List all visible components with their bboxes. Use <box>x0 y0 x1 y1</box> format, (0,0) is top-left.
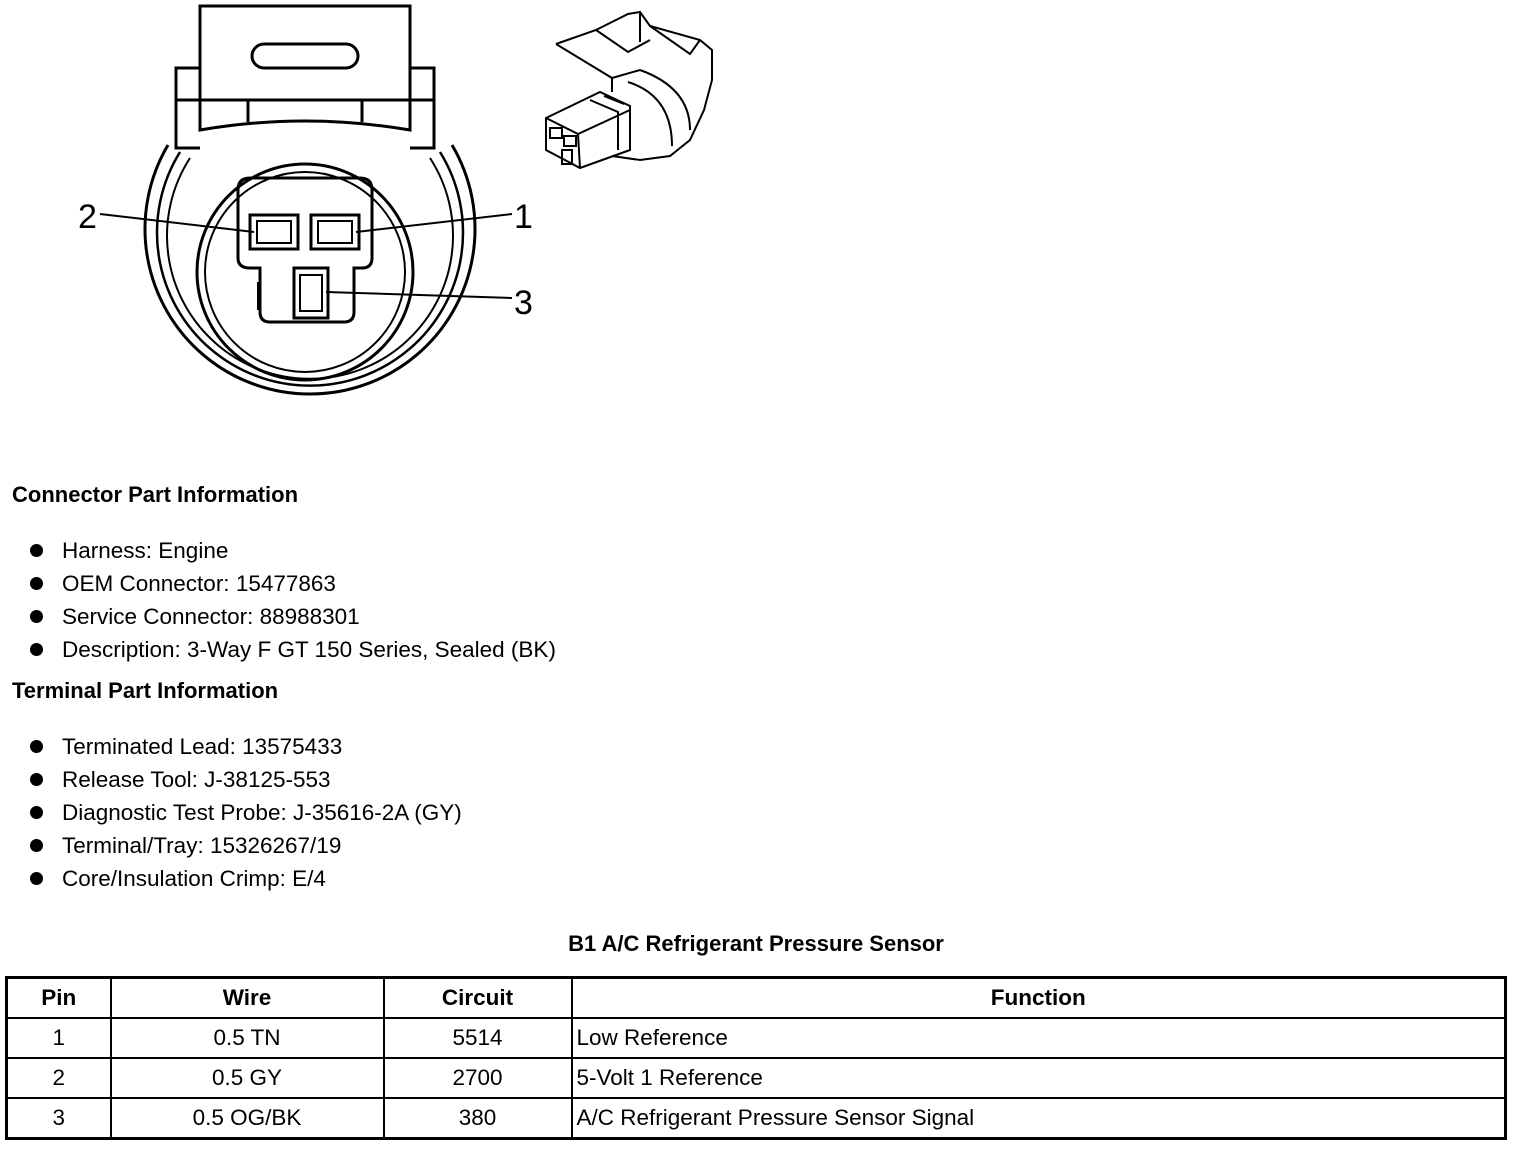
terminal-part-info-heading: Terminal Part Information <box>12 678 279 703</box>
bullet-icon <box>30 643 43 656</box>
table-row <box>7 1058 1506 1098</box>
cell-circuit: 5514 <box>384 1018 572 1058</box>
connector-isometric-view <box>546 12 712 168</box>
bullet-icon <box>30 544 43 557</box>
list-item: Terminal/Tray: 15326267/19 <box>28 829 462 862</box>
list-item: Service Connector: 88988301 <box>28 600 556 633</box>
table-row <box>7 1098 1506 1139</box>
cell-pin: 3 <box>7 1098 111 1139</box>
cell-circuit: 380 <box>384 1098 572 1139</box>
cell-pin: 1 <box>7 1018 111 1058</box>
connector-face-view <box>100 6 512 394</box>
cell-wire: 0.5 GY <box>111 1058 384 1098</box>
connector-part-info-list <box>28 534 556 666</box>
table-title: B1 A/C Refrigerant Pressure Sensor <box>568 931 944 956</box>
list-item: Diagnostic Test Probe: J-35616-2A (GY) <box>28 796 462 829</box>
list-item: Release Tool: J-38125-553 <box>28 763 462 796</box>
bullet-icon <box>30 872 43 885</box>
list-item: Description: 3-Way F GT 150 Series, Sealed (BK) <box>28 633 556 666</box>
cell-function: A/C Refrigerant Pressure Sensor Signal <box>572 1098 1506 1139</box>
cell-pin: 2 <box>7 1058 111 1098</box>
bullet-icon <box>30 839 43 852</box>
list-item: Harness: Engine <box>28 534 556 567</box>
column-header-wire: Wire <box>111 978 384 1019</box>
pin-label-1: 1 <box>514 198 533 236</box>
pin-label-3: 3 <box>514 284 533 322</box>
bullet-icon <box>30 577 43 590</box>
bullet-icon <box>30 610 43 623</box>
cell-circuit: 2700 <box>384 1058 572 1098</box>
column-header-pin: Pin <box>7 978 111 1019</box>
column-header-circuit: Circuit <box>384 978 572 1019</box>
cell-function: Low Reference <box>572 1018 1506 1058</box>
connector-diagram <box>0 0 760 430</box>
bullet-icon <box>30 806 43 819</box>
cell-wire: 0.5 OG/BK <box>111 1098 384 1139</box>
connector-part-info-heading: Connector Part Information <box>12 482 299 507</box>
terminal-part-info-list <box>28 730 462 895</box>
table-header-row <box>7 978 1506 1019</box>
column-header-function: Function <box>572 978 1506 1019</box>
pin-label-2: 2 <box>78 198 97 236</box>
bullet-icon <box>30 740 43 753</box>
table-row <box>7 1018 1506 1058</box>
list-item: Core/Insulation Crimp: E/4 <box>28 862 462 895</box>
cell-wire: 0.5 TN <box>111 1018 384 1058</box>
cell-function: 5-Volt 1 Reference <box>572 1058 1506 1098</box>
list-item: OEM Connector: 15477863 <box>28 567 556 600</box>
bullet-icon <box>30 773 43 786</box>
pin-table <box>5 976 1507 1140</box>
list-item: Terminated Lead: 13575433 <box>28 730 462 763</box>
